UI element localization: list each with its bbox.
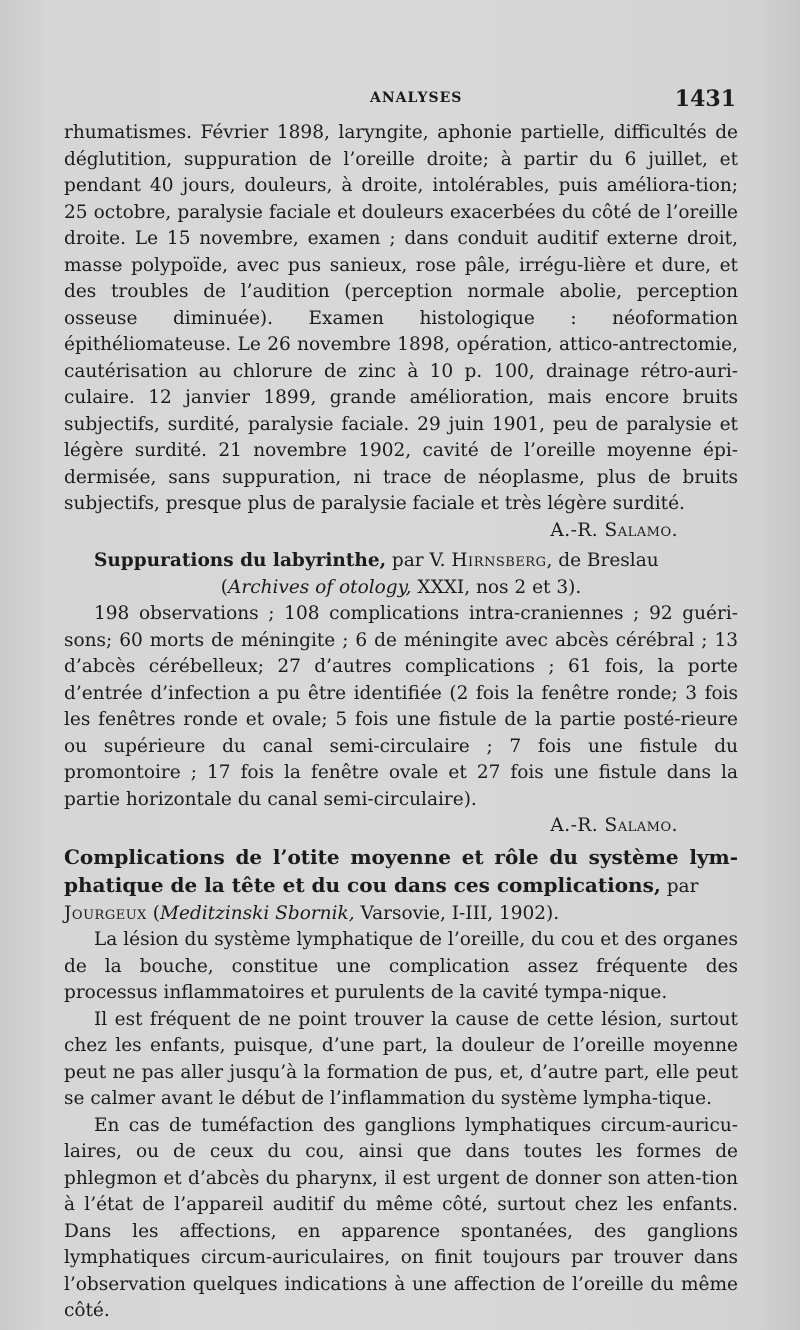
article-2-by: par V. — [386, 550, 452, 571]
article-3-title: Complications de l’otite moyenne et rôle du système lym-phatique de la tête et du cou dans ces complications, — [64, 844, 738, 897]
article-3-source: Jourgeux (Meditzinski Sbornik, Varsovie, I-III, 1902). — [64, 902, 560, 924]
article-2-signature — [64, 813, 738, 840]
article-1-text: rhumatismes. Février 1898, laryngite, aphonie partielle, difficultés de déglutition, suppuration de l’oreille droite; à partir du 6 juillet, et pendant 40 jours, douleurs, à droite, intolérables, puis améliora-tion; 25 octobre, paralysie faciale et douleurs exacerbées du côté de l’oreille droite. Le 15 novembre, examen ; dans conduit auditif externe droit, masse polypoïde, avec pus sanieux, rose pâle, irrégu-lière et dure, et des troubles de l’audition (perception normale abolie, perception osseuse diminuée). Examen histologique : néoformation épithéliomateuse. Le 26 novembre 1898, opération, attico-antrectomie, cautérisation au chlorure de zinc à 10 p. 100, drainage rétro-auri-culaire. 12 janvier 1899, grande amélioration, mais encore bruits subjectifs, surdité, paralysie faciale. 29 juin 1901, peu de paralysie et légère surdité. 21 novembre 1902, cavité de l’oreille moyenne épi-dermisée, sans suppuration, ni trace de néoplasme, plus de bruits subjectifs, presque plus de paralysie faciale et très légère surdité. — [64, 122, 738, 514]
page-header — [60, 86, 736, 116]
article-2-text: 198 observations ; 108 complications intra-craniennes ; 92 guéri-sons; 60 morts de méningite ; 6 de méningite avec abcès cérébral ; 13 d’abcès cérébelleux; 27 d’autres complications ; 61 fois, la porte d’entrée d’infection a pu être identifiée (2 fois la fenêtre ronde; 3 fois les fenêtres ronde et ovale; 5 fois une fistule de la partie posté-rieure ou supérieure du canal semi-circulaire ; 7 fois une fistule du promontoire ; 17 fois la fenêtre ovale et 27 fois une fistule dans la partie horizontale du canal semi-circulaire). — [64, 603, 738, 810]
article-3-by: par — [660, 876, 699, 897]
page-number: 1431 — [674, 86, 736, 112]
article-2-author: Hirnsberg — [451, 550, 547, 571]
article-3-author: Jourgeux — [64, 902, 147, 924]
article-3-paragraph: En cas de tuméfaction des ganglions lymphatiques circum-auricu-laires, ou de ceux du cou, ainsi que dans toutes les formes de phlegmon et d’abcès du pharynx, il est urgent de donner son atten-tion à l’état de l’appareil auditif du même côté, surtout chez les enfants. Dans les affections, en apparence spontanées, des ganglions lymphatiques circum-auriculaires, on finit toujours par trouver dans l’observation quelques indications à une affection de l’oreille du même côté. — [64, 1114, 738, 1321]
article-3-paragraph: Il est fréquent de ne point trouver la cause de cette lésion, surtout chez les enfants, puisque, d’une part, la douleur de l’oreille moyenne peut ne pas aller jusqu’à la formation de pus, et, d’autre part, elle peut se calmer avant le début de l’inflammation du système lympha-tique. — [64, 1008, 738, 1109]
article-3-journal: Meditzinski Sbornik, — [160, 902, 355, 924]
running-title: ANALYSES — [370, 90, 463, 106]
article-3-heading — [64, 844, 738, 901]
signature-text: A.-R. Salamo. — [550, 815, 678, 836]
article-3-paragraph: La lésion du système lymphatique de l’oreille, du cou et des organes de la bouche, constitue une complication assez fréquente des processus inflammatoires et purulents de la cavité tympa-nique. — [64, 929, 738, 1003]
page-body — [64, 120, 738, 1325]
article-1-signature — [64, 518, 738, 545]
article-2-heading — [64, 548, 738, 575]
article-2-place: , de Breslau — [546, 550, 659, 571]
article-2-journal: Archives of otology, — [228, 576, 412, 598]
article-2-title: Suppurations du labyrinthe, — [94, 550, 387, 571]
signature-text: A.-R. Salamo. — [550, 519, 678, 541]
article-2-source: (Archives of otology, XXXI, nos 2 et 3). — [220, 576, 582, 598]
